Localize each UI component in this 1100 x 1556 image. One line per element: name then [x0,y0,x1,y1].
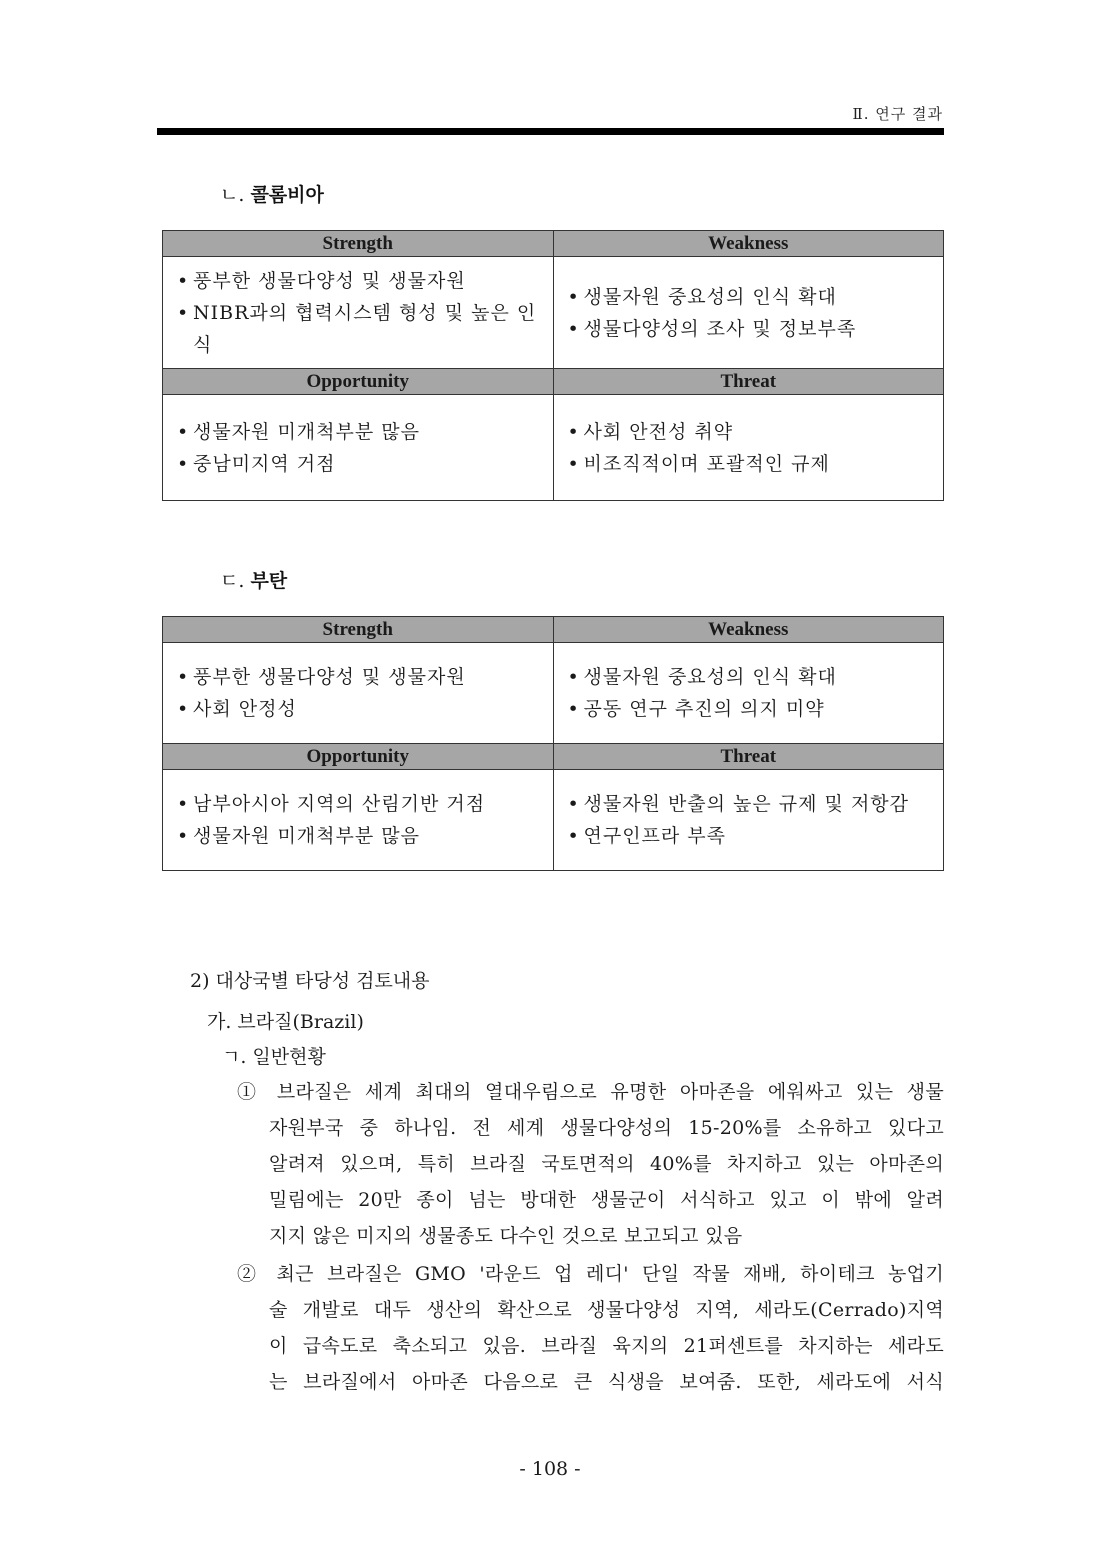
weakness-cell [553,643,944,744]
swot-table-colombia [162,230,944,501]
weakness-header: Weakness [553,617,944,643]
strength-cell [163,257,554,369]
list-item: • 생물자원 중요성의 인식 확대 [568,281,934,313]
paragraph-1 [237,1074,944,1254]
list-item: • 연구인프라 부족 [568,820,934,852]
threat-cell [553,395,944,501]
opportunity-cell [163,770,554,871]
threat-header: Threat [553,744,944,770]
subsection-heading: 가. 브라질(Brazil) [207,1011,364,1033]
text-line: 밀림에는 20만 종이 넘는 방대한 생물군이 서식하고 있고 이 밖에 알려 [269,1189,944,1211]
text-line: 알려져 있으며, 특히 브라질 국토면적의 40%를 차지하고 있는 아마존의 [269,1153,944,1175]
list-item: • 생물자원 미개척부분 많음 [177,416,543,448]
text-line: ② 최근 브라질은 GMO '라운드 업 레디' 단일 작물 재배, 하이테크 농업기 [237,1263,944,1285]
section-title-text: 콜롬비아 [250,184,324,206]
sub-subsection-heading: ㄱ. 일반현황 [222,1046,326,1068]
weakness-cell [553,257,944,369]
text-line: 지지 않은 미지의 생물종도 다수인 것으로 보고되고 있음 [269,1225,743,1247]
list-item: • 생물자원 미개척부분 많음 [177,820,543,852]
text-line: 자원부국 중 하나임. 전 세계 생물다양성의 15-20%를 소유하고 있다고 [269,1117,944,1139]
swot-table-bhutan [162,616,944,871]
page-number: - 108 - [519,1458,581,1480]
section-title-bhutan [220,566,287,593]
list-item: • 풍부한 생물다양성 및 생물자원 [177,661,543,693]
list-item: • 사회 안정성 [177,693,543,725]
text-line: 술 개발로 대두 생산의 확산으로 생물다양성 지역, 세라도(Cerrado)지역 [269,1299,944,1321]
list-item: • 비조직적이며 포괄적인 규제 [568,448,934,480]
text-line: ① 브라질은 세계 최대의 열대우림으로 유명한 아마존을 에워싸고 있는 생물 [237,1081,944,1103]
strength-header: Strength [163,617,554,643]
strength-header: Strength [163,231,554,257]
header-rule [157,128,944,135]
weakness-header: Weakness [553,231,944,257]
list-item: • 중남미지역 거점 [177,448,543,480]
threat-header: Threat [553,369,944,395]
list-item: • 풍부한 생물다양성 및 생물자원 [177,265,543,297]
opportunity-header: Opportunity [163,744,554,770]
text-line: 는 브라질에서 아마존 다음으로 큰 식생을 보여줌. 또한, 세라도에 서식 [269,1371,944,1393]
paragraph-2 [237,1256,944,1400]
list-item: • 생물자원 반출의 높은 규제 및 저항감 [568,788,934,820]
list-item: • 공동 연구 추진의 의지 미약 [568,693,934,725]
list-item: • NIBR과의 협력시스템 형성 및 높은 인식 [177,297,543,361]
list-item: • 생물다양성의 조사 및 정보부족 [568,313,934,345]
section-title-colombia [220,180,324,207]
strength-cell [163,643,554,744]
section-title-text: 부탄 [250,570,288,592]
list-item: • 남부아시아 지역의 산림기반 거점 [177,788,543,820]
opportunity-header: Opportunity [163,369,554,395]
running-header: Ⅱ. 연구 결과 [852,105,943,123]
section-heading: 2) 대상국별 타당성 검토내용 [190,970,430,992]
list-item: • 사회 안전성 취약 [568,416,934,448]
text-line: 이 급속도로 축소되고 있음. 브라질 육지의 21퍼센트를 차지하는 세라도 [269,1335,944,1357]
section-title-prefix: ㄷ. [220,570,251,592]
section-title-prefix: ㄴ. [220,184,251,206]
list-item: • 생물자원 중요성의 인식 확대 [568,661,934,693]
opportunity-cell [163,395,554,501]
threat-cell [553,770,944,871]
